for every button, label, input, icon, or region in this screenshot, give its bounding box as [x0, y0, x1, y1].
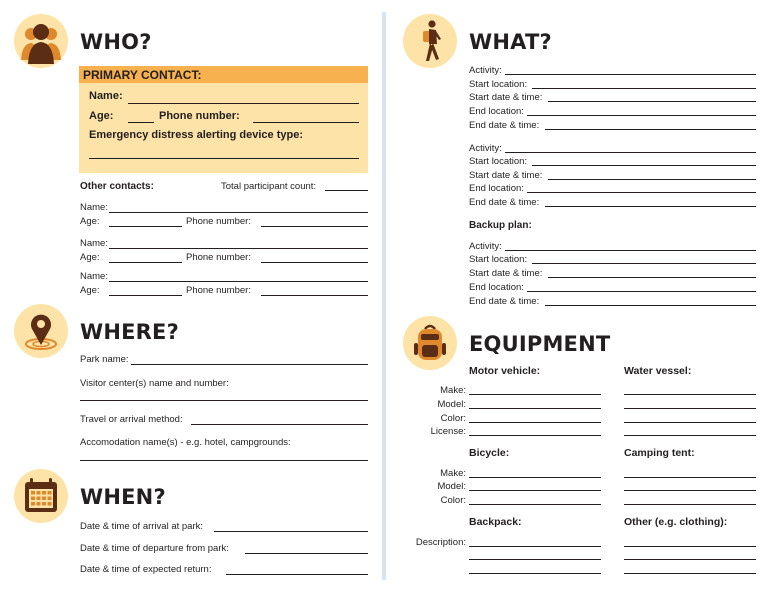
motor-model-field[interactable]: [469, 408, 601, 409]
other-field-3[interactable]: [624, 573, 756, 574]
return-field[interactable]: [226, 574, 368, 575]
contact-3-phone-field[interactable]: [261, 295, 368, 296]
backup-start-dt-label: Start date & time:: [469, 268, 543, 279]
motor-vehicle-heading: Motor vehicle:: [469, 365, 541, 377]
primary-contact-heading: PRIMARY CONTACT:: [83, 68, 202, 82]
park-name-field[interactable]: [131, 364, 368, 365]
arrival-field[interactable]: [214, 531, 368, 532]
backup-start-location-field[interactable]: [532, 263, 756, 264]
activity-2-end-dt-label: End date & time:: [469, 197, 540, 208]
contact-1-age-label: Age:: [80, 216, 100, 227]
contact-3-phone-label: Phone number:: [186, 285, 251, 296]
backpack-description-field-2[interactable]: [469, 559, 601, 560]
contact-3-age-label: Age:: [80, 285, 100, 296]
primary-age-label: Age:: [89, 110, 114, 122]
backpack-description-label: Description:: [415, 537, 466, 548]
bicycle-make-field[interactable]: [469, 477, 601, 478]
motor-make-label: Make:: [440, 385, 466, 396]
other-field-2[interactable]: [624, 559, 756, 560]
contact-1-age-field[interactable]: [109, 226, 182, 227]
contact-2-age-field[interactable]: [109, 262, 182, 263]
backpack-description-field-3[interactable]: [469, 573, 601, 574]
what-title: WHAT?: [469, 30, 552, 54]
bicycle-model-field[interactable]: [469, 490, 601, 491]
other-field-1[interactable]: [624, 546, 756, 547]
backup-start-dt-field[interactable]: [548, 277, 756, 278]
activity-2-start-dt-field[interactable]: [548, 179, 756, 180]
activity-1-end-location-field[interactable]: [527, 115, 756, 116]
activity-2-start-location-field[interactable]: [532, 165, 756, 166]
motor-license-field[interactable]: [469, 435, 601, 436]
primary-age-field[interactable]: [128, 122, 154, 123]
activity-1-label: Activity:: [469, 65, 502, 76]
backup-end-location-label: End location:: [469, 282, 524, 293]
who-title: WHO?: [80, 30, 152, 54]
activity-1-start-location-label: Start location:: [469, 79, 528, 90]
backpack-heading: Backpack:: [469, 516, 522, 528]
contact-1-phone-label: Phone number:: [186, 216, 251, 227]
primary-device-field[interactable]: [89, 158, 359, 159]
departure-label: Date & time of departure from park:: [80, 543, 229, 554]
contact-2-name-label: Name:: [80, 238, 108, 249]
motor-color-field[interactable]: [469, 422, 601, 423]
primary-contact-header: [79, 66, 368, 83]
activity-2-end-dt-field[interactable]: [545, 206, 756, 207]
activity-1-field[interactable]: [505, 74, 756, 75]
contact-2-name-field[interactable]: [109, 248, 368, 249]
primary-phone-label: Phone number:: [159, 110, 240, 122]
water-vessel-field-1[interactable]: [624, 394, 756, 395]
primary-name-field[interactable]: [128, 103, 359, 104]
arrival-label: Date & time of arrival at park:: [80, 521, 204, 532]
motor-license-label: License:: [430, 426, 466, 437]
when-title: WHEN?: [80, 485, 166, 509]
equipment-title: EQUIPMENT: [469, 332, 611, 356]
motor-model-label: Model:: [437, 399, 466, 410]
camping-tent-field-3[interactable]: [624, 504, 756, 505]
primary-phone-field[interactable]: [253, 122, 359, 123]
contact-1-name-field[interactable]: [109, 212, 368, 213]
activity-1-end-dt-field[interactable]: [545, 129, 756, 130]
activity-2-start-dt-label: Start date & time:: [469, 170, 543, 181]
contact-3-name-field[interactable]: [109, 281, 368, 282]
park-name-label: Park name:: [80, 354, 129, 365]
people-icon: [14, 14, 68, 68]
motor-make-field[interactable]: [469, 394, 601, 395]
bicycle-heading: Bicycle:: [469, 447, 510, 459]
activity-1-end-location-label: End location:: [469, 106, 524, 117]
camping-tent-heading: Camping tent:: [624, 447, 695, 459]
other-contacts-label: Other contacts:: [80, 181, 154, 192]
activity-2-end-location-field[interactable]: [527, 192, 756, 193]
backup-end-location-field[interactable]: [527, 291, 756, 292]
backup-activity-label: Activity:: [469, 241, 502, 252]
activity-1-start-dt-label: Start date & time:: [469, 92, 543, 103]
backpack-icon: [403, 316, 457, 370]
other-heading: Other (e.g. clothing):: [624, 516, 728, 528]
column-divider: [382, 12, 386, 580]
return-label: Date & time of expected return:: [80, 564, 212, 575]
backup-end-dt-label: End date & time:: [469, 296, 540, 307]
backup-end-dt-field[interactable]: [545, 305, 756, 306]
motor-color-label: Color:: [440, 413, 466, 424]
activity-2-field[interactable]: [505, 152, 756, 153]
backup-start-location-label: Start location:: [469, 254, 528, 265]
travel-method-label: Travel or arrival method:: [80, 414, 183, 425]
hiker-icon: [403, 14, 457, 68]
contact-2-age-label: Age:: [80, 252, 100, 263]
contact-3-name-label: Name:: [80, 271, 108, 282]
travel-method-field[interactable]: [191, 424, 368, 425]
activity-2-end-location-label: End location:: [469, 183, 524, 194]
departure-field[interactable]: [245, 553, 368, 554]
camping-tent-field-1[interactable]: [624, 477, 756, 478]
primary-name-label: Name:: [89, 90, 123, 102]
where-title: WHERE?: [80, 320, 179, 344]
total-count-field[interactable]: [325, 190, 368, 191]
backpack-description-field-1[interactable]: [469, 546, 601, 547]
visitor-center-field[interactable]: [80, 400, 368, 401]
contact-3-age-field[interactable]: [109, 295, 182, 296]
location-pin-icon: [14, 304, 68, 358]
contact-1-name-label: Name:: [80, 202, 108, 213]
contact-1-phone-field[interactable]: [261, 226, 368, 227]
activity-1-start-location-field[interactable]: [532, 88, 756, 89]
water-vessel-field-4[interactable]: [624, 435, 756, 436]
bicycle-color-label: Color:: [440, 495, 466, 506]
visitor-center-label: Visitor center(s) name and number:: [80, 378, 229, 389]
calendar-icon: [14, 469, 68, 523]
water-vessel-field-3[interactable]: [624, 422, 756, 423]
camping-tent-field-2[interactable]: [624, 490, 756, 491]
backup-activity-field[interactable]: [505, 250, 756, 251]
activity-2-start-location-label: Start location:: [469, 156, 528, 167]
bicycle-make-label: Make:: [440, 468, 466, 479]
contact-2-phone-label: Phone number:: [186, 252, 251, 263]
bicycle-color-field[interactable]: [469, 504, 601, 505]
accommodation-label: Accomodation name(s) - e.g. hotel, campgrounds:: [80, 437, 291, 448]
contact-2-phone-field[interactable]: [261, 262, 368, 263]
water-vessel-heading: Water vessel:: [624, 365, 692, 377]
primary-device-label: Emergency distress alerting device type:: [89, 129, 303, 141]
activity-2-label: Activity:: [469, 143, 502, 154]
accommodation-field[interactable]: [80, 460, 368, 461]
backup-plan-label: Backup plan:: [469, 220, 532, 231]
activity-1-end-dt-label: End date & time:: [469, 120, 540, 131]
bicycle-model-label: Model:: [437, 481, 466, 492]
activity-1-start-dt-field[interactable]: [548, 101, 756, 102]
water-vessel-field-2[interactable]: [624, 408, 756, 409]
total-count-label: Total participant count:: [221, 181, 317, 192]
